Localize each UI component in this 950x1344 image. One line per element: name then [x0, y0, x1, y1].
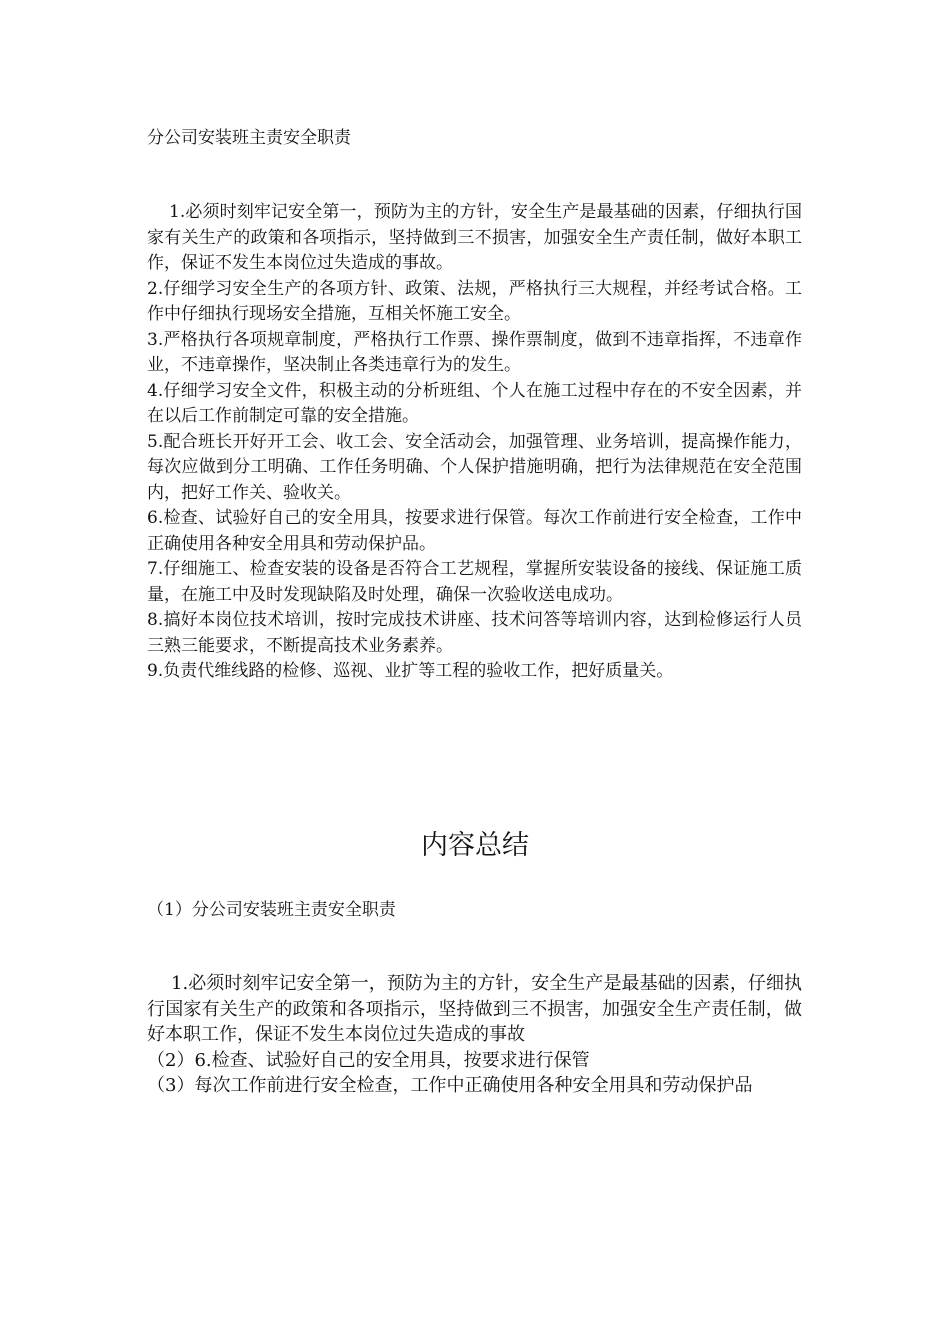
list-item: 7.仔细施工、检查安装的设备是否符合工艺规程，掌握所安装设备的接线、保证施工质量，在施工中及时发现缺陷及时处理，确保一次验收送电成功。 — [147, 559, 802, 605]
summary-line: 1.必须时刻牢记安全第一，预防为主的方针，安全生产是最基础的因素，仔细执行国家有关生产的政策和各项指示，坚持做到三不损害，加强安全生产责任制，做好本职工作，保证不发生本岗位过失造成的事故 — [147, 973, 802, 1045]
document-title: 分公司安装班主责安全职责 — [147, 128, 351, 148]
responsibility-list — [147, 200, 802, 685]
summary-line: （2）6.检查、试验好自己的安全用具，按要求进行保管 — [147, 1049, 590, 1071]
list-item: 6.检查、试验好自己的安全用具，按要求进行保管。每次工作前进行安全检查，工作中正确使用各种安全用具和劳动保护品。 — [147, 508, 802, 554]
list-item: 9.负责代维线路的检修、巡视、业扩等工程的验收工作，把好质量关。 — [147, 661, 674, 681]
summary-subtitle: （1）分公司安装班主责安全职责 — [147, 900, 396, 920]
list-item: 2.仔细学习安全生产的各项方针、政策、法规，严格执行三大规程，并经考试合格。工作中仔细执行现场安全措施，互相关怀施工安全。 — [147, 278, 802, 324]
summary-line: （3）每次工作前进行安全检查，工作中正确使用各种安全用具和劳动保护品 — [147, 1075, 753, 1096]
list-item: 3.严格执行各项规章制度，严格执行工作票、操作票制度，做到不违章指挥，不违章作业，不违章操作，坚决制止各类违章行为的发生。 — [147, 329, 802, 375]
list-item: 5.配合班长开好开工会、收工会、安全活动会，加强管理、业务培训，提高操作能力，每次应做到分工明确、工作任务明确、个人保护措施明确，把行为法律规范在安全范围内，把好工作关、验收关。 — [147, 431, 802, 503]
summary-list — [147, 971, 802, 1099]
list-item: 8.搞好本岗位技术培训，按时完成技术讲座、技术问答等培训内容，达到检修运行人员三熟三能要求，不断提高技术业务素养。 — [147, 610, 802, 656]
list-item: 4.仔细学习安全文件，积极主动的分析班组、个人在施工过程中存在的不安全因素，并在以后工作前制定可靠的安全措施。 — [147, 380, 802, 426]
summary-heading: 内容总结 — [421, 830, 529, 861]
list-item: 1.必须时刻牢记安全第一，预防为主的方针，安全生产是最基础的因素，仔细执行国家有关生产的政策和各项指示，坚持做到三不损害，加强安全生产责任制，做好本职工作，保证不发生本岗位过失造成的事故。 — [147, 202, 802, 273]
